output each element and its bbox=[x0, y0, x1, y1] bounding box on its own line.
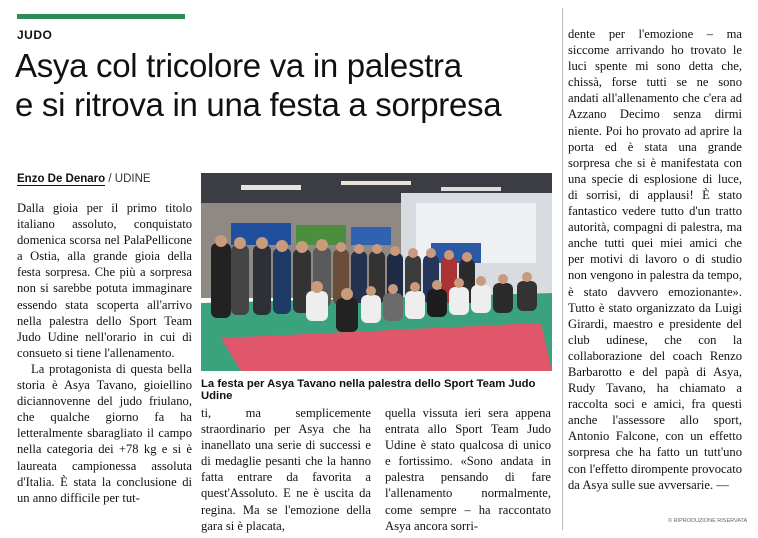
headline-line-2: e si ritrova in una festa a sorpresa bbox=[15, 86, 502, 123]
headline-line-1: Asya col tricolore va in palestra bbox=[15, 47, 462, 84]
paragraph-protagonist: La protagonista di questa bella storia è Asya Tavano, gioiellino diciannovenne del judo friulano, che qualche giorno fa ha letteralmente sbaragliato il campo nella categoria dei +78 kg e si è laureata campionessa assoluta d'Italia. È stata la conclusione di un anno difficile per tut- bbox=[17, 361, 192, 505]
article-column-3 bbox=[385, 405, 551, 534]
section-kicker: JUDO bbox=[17, 28, 53, 42]
byline bbox=[17, 173, 151, 185]
article-photo bbox=[201, 173, 552, 371]
byline-author: Enzo De Denaro bbox=[17, 173, 106, 185]
photo-caption: La festa per Asya Tavano nella palestra dello Sport Team Judo Udine bbox=[201, 378, 536, 402]
article-column-1 bbox=[17, 200, 192, 506]
paragraph-col4: dente per l'emozione – ma siccome arrivando ho trovato le luci spente mi sono detta che, chissà, forse tutti se ne sono andati all'allenamento che c'era ad Azzano Decimo senza dirmi niente. Poi ho provato ad aprire la porta ed è stata una grande sorpresa che si è manifestata con una specie di esplosione di luce, di sorrisi, di applausi! È stato fantastico vedere tutto d'un tratto autorità, compagni di palestra, ma anche tutti quei miei amici che per motivi di lavoro o di studio non vengono in palestra da tempo, è stato davvero emozionante». Tutto è stato organizzato da Luigi Girardi, maestro e presidente del club udinese, che con la collaborazione del coach Renzo Barbarotto e del papà di Asya, Rudy Tavano, ha chiamato a raccolta soci e amici, fra questi anche l'assessore allo sport, Antonio Falcone, con un effetto sorpresa che ha fatto un tutt'uno con l'effetto dirompente provocato da Asya sulle sue avversarie. — bbox=[568, 27, 742, 492]
byline-place: / UDINE bbox=[108, 173, 151, 185]
column-divider bbox=[562, 8, 563, 530]
article-headline bbox=[15, 46, 560, 124]
paragraph-col3: quella vissuta ieri sera appena entrata allo Sport Team Judo Udine è stato qualcosa di unico e fortissimo. «Sono andata in palestra pensando di fare l'allenamento normalmente, come sempre – ha raccontato Asya ancora sorri- bbox=[385, 406, 551, 533]
section-accent-bar bbox=[17, 14, 185, 19]
paragraph-intro: Dalla gioia per il primo titolo italiano assoluto, conquistato domenica scorsa nel PalaPellicone a Ostia, alla grande gioia della festa sorpresa. Che più a sorpresa non si sarebbe potuta immaginare essendo stata scoperta all'arrivo nella palestra dello Sport Team Judo Udine nell'orario in cui di consueto si tiene l'allenamento. bbox=[17, 201, 192, 360]
paragraph-col2: ti, ma semplicemente straordinario per Asya che ha inanellato una serie di successi e di medaglie pesanti che la hanno fatta entrare da favorita a quest'Assoluto. E ne è uscita da regina. Ma se l'emozione della gara si è placata, bbox=[201, 406, 371, 533]
article-column-2 bbox=[201, 405, 371, 534]
copyright-notice: © RIPRODUZIONE RISERVATA bbox=[668, 518, 748, 524]
article-column-4 bbox=[568, 26, 742, 493]
